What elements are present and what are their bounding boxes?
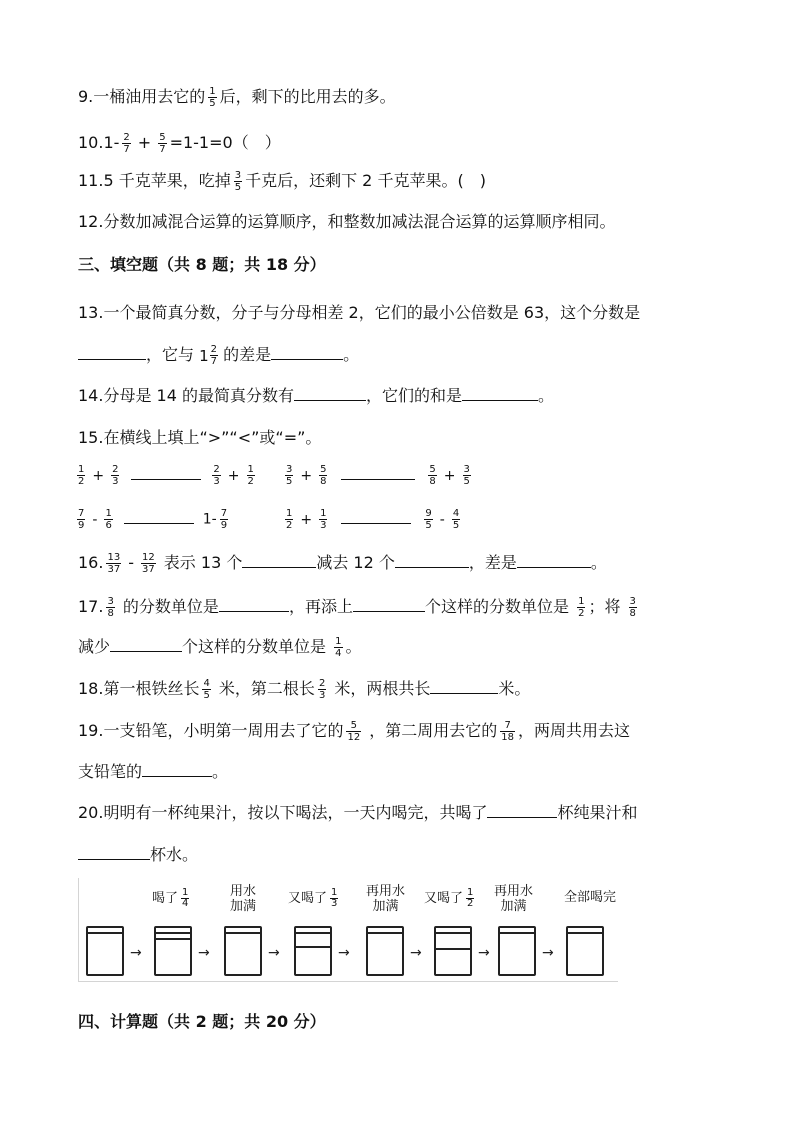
question-9: 9.一桶油用去它的 $\frac{1}{5}$ 后，剩下的比用去的多。	[78, 86, 396, 109]
arrow-icon: →	[478, 945, 490, 961]
answer-blank[interactable]	[487, 803, 557, 818]
cup-8	[566, 926, 604, 976]
answer-blank[interactable]	[294, 386, 366, 401]
step-label-2: 用水 加满	[230, 884, 257, 914]
answer-blank[interactable]	[462, 386, 538, 401]
question-14: 14.分母是 14 的最简真分数有 ，它们的和是 。	[78, 386, 555, 405]
cup-7	[498, 926, 536, 976]
fraction: $\frac{2}{7}$	[123, 132, 130, 155]
question-20-line1: 20.明明有一杯纯果汁，按以下喝法，一天内喝完，共喝了 杯纯果汁和	[78, 803, 638, 822]
step-label-6: 再用水 加满	[494, 884, 534, 914]
arrow-icon: →	[338, 945, 350, 961]
answer-blank[interactable]	[517, 553, 591, 568]
question-17-line1: 17. $\frac{3}{8}$ 的分数单位是 ，再添上 个这样的分数单位是 $\frac{1}{2}$ ；将 $\frac{3}{8}$	[78, 596, 636, 619]
answer-blank[interactable]	[142, 762, 212, 777]
compare-row-2a: $\frac{7}{9}$ - $\frac{1}{6}$ 1- $\frac{7}{9}$	[78, 508, 228, 531]
question-13-line2: ，它与 1 $\frac{2}{7}$ 的差是 。	[78, 344, 359, 367]
cup-1	[86, 926, 124, 976]
question-16: 16. $\frac{13}{37}$ - $\frac{12}{37}$ 表示 13 个 减去 12 个 ，差是 。	[78, 552, 607, 575]
question-18: 18.第一根铁丝长 $\frac{4}{5}$ 米，第二根长 $\frac{2}{3}$ 米，两根共长 米。	[78, 678, 531, 701]
cup-4	[294, 926, 332, 976]
section-3-title: 三、填空题（共 8 题；共 18 分）	[78, 255, 326, 274]
answer-blank[interactable]	[219, 597, 289, 612]
question-13-line1: 13.一个最简真分数，分子与分母相差 2，它们的最小公倍数是 63，这个分数是	[78, 303, 641, 322]
step-label-7: 全部喝完	[564, 890, 617, 905]
compare-row-2b: $\frac{1}{2}$ + $\frac{1}{3}$ $\frac{9}{5}$ - $\frac{4}{5}$	[286, 508, 460, 531]
answer-blank[interactable]	[78, 845, 150, 860]
answer-blank[interactable]	[341, 465, 415, 480]
step-label-5: 又喝了 $\frac{1}{2}$	[424, 887, 474, 909]
step-label-1: 喝了 $\frac{1}{4}$	[152, 887, 189, 909]
answer-blank[interactable]	[430, 679, 498, 694]
answer-blank[interactable]	[271, 345, 343, 360]
answer-blank[interactable]	[395, 553, 469, 568]
cup-3	[224, 926, 262, 976]
arrow-icon: →	[268, 945, 280, 961]
arrow-icon: →	[542, 945, 554, 961]
answer-blank[interactable]	[353, 597, 425, 612]
cup-6	[434, 926, 472, 976]
fraction: $\frac{1}{5}$	[209, 86, 216, 109]
step-label-3: 又喝了 $\frac{1}{3}$	[288, 887, 338, 909]
answer-blank[interactable]	[110, 637, 182, 652]
fraction: $\frac{5}{7}$	[159, 132, 166, 155]
answer-blank[interactable]	[341, 509, 411, 524]
question-12: 12.分数加减混合运算的运算顺序，和整数加减法混合运算的运算顺序相同。	[78, 212, 616, 231]
question-20-line2: 杯水。	[78, 845, 198, 865]
question-11: 11.5 千克苹果，吃掉 $\frac{3}{5}$ 千克后，还剩下 2 千克苹果。( )	[78, 170, 486, 193]
cup-5	[366, 926, 404, 976]
compare-row-1b: $\frac{3}{5}$ + $\frac{5}{8}$ $\frac{5}{8}$ + $\frac{3}{5}$	[286, 464, 470, 487]
arrow-icon: →	[130, 945, 142, 961]
question-10: 10.1- $\frac{2}{7}$ + $\frac{5}{7}$ =1-1=0（ ）	[78, 132, 281, 155]
question-19-line2: 支铅笔的 。	[78, 762, 229, 781]
answer-blank[interactable]	[124, 509, 194, 524]
answer-blank[interactable]	[242, 553, 316, 568]
arrow-icon: →	[198, 945, 210, 961]
drinking-steps-diagram	[78, 878, 618, 982]
question-19-line1: 19.一支铅笔，小明第一周用去了它的 $\frac{5}{12}$ ，第二周用去它的 $\frac{7}{18}$ ，两周共用去这	[78, 720, 631, 743]
fraction: $\frac{3}{5}$	[234, 170, 242, 193]
cup-2	[154, 926, 192, 976]
step-label-4: 再用水 加满	[366, 884, 406, 914]
question-17-line2: 减少 个这样的分数单位是 $\frac{1}{4}$ 。	[78, 636, 362, 659]
arrow-icon: →	[410, 945, 422, 961]
question-15-title: 15.在横线上填上“>”“<”或“=”。	[78, 428, 322, 447]
mixed-number: 1 $\frac{2}{7}$	[199, 344, 218, 367]
answer-blank[interactable]	[78, 345, 146, 360]
section-4-title: 四、计算题（共 2 题；共 20 分）	[78, 1012, 326, 1031]
compare-row-1a: $\frac{1}{2}$ + $\frac{2}{3}$ $\frac{2}{3}$ + $\frac{1}{2}$	[78, 464, 254, 487]
answer-blank[interactable]	[131, 465, 201, 480]
